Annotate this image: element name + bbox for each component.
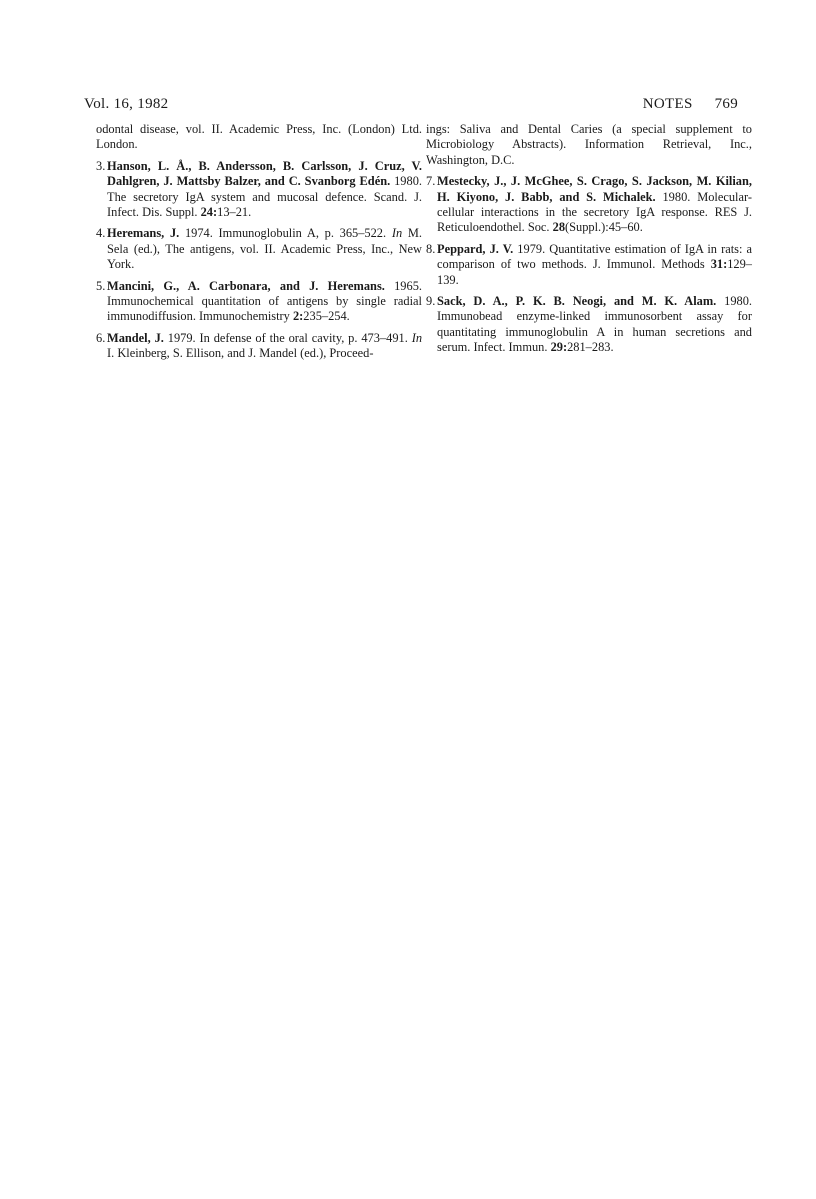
reference-item xyxy=(426,242,752,288)
reference-item xyxy=(96,226,422,272)
reference-item xyxy=(96,331,422,362)
reference-item xyxy=(96,279,422,325)
reference-number: 6. xyxy=(96,330,106,345)
reference-text: 1965. Immunochemical quantitation of antigens by single radial immunodiffusion. Immunochemistry xyxy=(107,278,422,324)
reference-authors: Mestecky, J., J. McGhee, S. Crago, S. Jackson, M. Kilian, H. Kiyono, J. Babb, and S. Michalek. xyxy=(437,174,752,204)
reference-item xyxy=(426,294,752,356)
reference-pages: 281–283. xyxy=(567,340,614,355)
reference-text-continued: M. Sela (ed.), The antigens, vol. II. Academic Press, Inc., New York. xyxy=(107,226,422,272)
reference-authors: Hanson, L. Å., B. Andersson, B. Carlsson, J. Cruz, V. Dahlgren, J. Mattsby Balzer, and C. Svanborg Edén. xyxy=(107,158,422,189)
reference-authors: Peppard, J. V. xyxy=(437,241,514,256)
reference-authors: Sack, D. A., P. K. B. Neogi, and M. K. Alam. xyxy=(437,294,717,309)
reference-text: 1979. Quantitative estimation of IgA in rats: a comparison of two methods. J. Immunol. Methods xyxy=(437,241,752,272)
reference-number: 5. xyxy=(96,278,106,293)
reference-number: 3. xyxy=(96,158,106,173)
reference-in-label: In xyxy=(391,226,403,241)
reference-number: 7. xyxy=(426,174,436,189)
references-left-column xyxy=(96,122,422,368)
references-right-column xyxy=(426,122,752,362)
reference-text: 1980. Molecular-cellular interactions in the secretory IgA response. RES J. Reticuloendothel. Soc. xyxy=(437,189,752,235)
reference-volume: 29: xyxy=(550,340,568,355)
reference-text: 1980. The secretory IgA system and mucosal defence. Scand. J. Infect. Dis. Suppl. xyxy=(107,174,422,220)
reference-in-label: In xyxy=(411,330,423,345)
reference-number: 8. xyxy=(426,241,436,256)
reference-pages: (Suppl.):45–60. xyxy=(565,220,643,235)
reference-authors: Heremans, J. xyxy=(107,226,180,241)
reference-text: 1980. Immunobead enzyme-linked immunosorbent assay for quantitating immunoglobulin A in human secretions and serum. Infect. Immun. xyxy=(437,294,752,355)
reference-pages: 235–254. xyxy=(303,309,350,324)
reference-number: 9. xyxy=(426,294,436,309)
reference-continuation: odontal disease, vol. II. Academic Press, Inc. (London) Ltd. London. xyxy=(96,122,422,152)
reference-volume: 24: xyxy=(200,205,218,220)
reference-pages: 129–139. xyxy=(437,257,752,287)
running-header-volume: Vol. 16, 1982 xyxy=(84,96,169,112)
reference-text: 1979. In defense of the oral cavity, p. 473–491. xyxy=(163,330,412,345)
running-header-right xyxy=(643,96,738,113)
section-title: NOTES xyxy=(642,96,693,112)
page-number: 769 xyxy=(714,96,738,112)
reference-volume: 2: xyxy=(292,309,304,324)
reference-authors: Mandel, J. xyxy=(107,330,164,345)
reference-volume: 28 xyxy=(552,220,566,235)
reference-volume: 31: xyxy=(710,257,728,272)
reference-text: 1974. Immunoglobulin A, p. 365–522. xyxy=(179,226,392,241)
reference-text-continued: I. Kleinberg, S. Ellison, and J. Mandel (ed.), Proceed- xyxy=(107,346,374,361)
reference-item xyxy=(426,174,752,236)
reference-pages: 13–21. xyxy=(217,205,252,220)
reference-continuation: ings: Saliva and Dental Caries (a special supplement to Microbiology Abstracts). Information Retrieval, Inc., Washington, D.C. xyxy=(426,122,752,167)
reference-item xyxy=(96,159,422,221)
reference-authors: Mancini, G., A. Carbonara, and J. Heremans. xyxy=(107,278,385,293)
reference-number: 4. xyxy=(96,226,106,241)
